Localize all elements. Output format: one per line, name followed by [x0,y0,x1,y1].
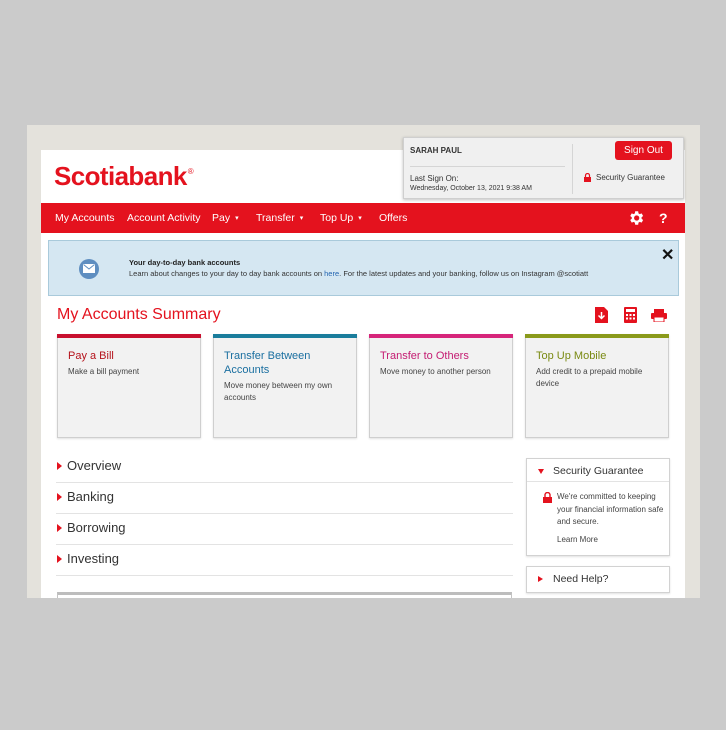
user-name: SARAH PAUL [410,146,462,155]
security-text: We're committed to keeping your financial information safe and secure. [557,492,664,526]
user-session-panel [403,137,684,199]
chevron-down-icon: ▾ [235,215,239,222]
scotiabank-logo[interactable] [54,161,193,192]
calculator-icon[interactable] [624,307,637,323]
card-description: Move money to another person [380,367,491,376]
section-investing[interactable] [56,544,513,576]
help-icon[interactable]: ? [659,210,668,226]
security-guarantee-panel [526,458,670,556]
lock-icon [543,492,552,503]
notice-banner [48,240,679,296]
notice-link[interactable]: here [324,269,340,278]
caret-right-icon [57,555,62,563]
card-description: Move money between my own accounts [224,381,333,402]
nav-label: Account Activity [127,212,201,224]
transfer-to-others-card[interactable] [369,334,513,438]
section-overview[interactable] [56,451,513,483]
page-title: My Accounts Summary [57,306,221,323]
card-description: Add credit to a prepaid mobile device [536,367,643,388]
notice-text: . For the latest updates and your banking, follow us on Instagram @scotiatt [339,269,589,278]
last-sign-on-value: Wednesday, October 13, 2021 9:38 AM [410,185,532,192]
security-guarantee-label: Security Guarantee [596,173,665,182]
card-title: Top Up Mobile [536,350,607,362]
section-label: Overview [67,458,122,473]
nav-label: Top Up [320,212,354,224]
nav-account-activity[interactable] [127,203,201,233]
last-sign-on-label: Last Sign On: [410,174,459,183]
nav-pay[interactable] [212,203,239,233]
learn-more-link[interactable]: Learn More [557,535,598,544]
section-borrowing[interactable] [56,513,513,545]
top-up-mobile-card[interactable] [525,334,669,438]
card-title: Transfer Between Accounts [224,350,311,376]
nav-label: Transfer [256,212,295,224]
gear-icon[interactable] [627,209,645,227]
section-banking[interactable] [56,482,513,514]
caret-right-icon [57,524,62,532]
caret-right-icon [57,493,62,501]
notice-title: Your day-to-day bank accounts [129,258,241,267]
account-list-panel [57,592,512,598]
nav-top-up[interactable] [320,203,362,233]
print-icon[interactable] [651,309,667,322]
nav-label: Pay [212,212,231,224]
lock-icon [584,173,591,182]
panel-title: Need Help? [553,573,609,585]
divider [410,166,565,167]
card-accent [525,334,669,338]
chevron-down-icon: ▾ [358,215,362,222]
screenshot-frame [27,125,700,598]
notice-body [129,269,588,278]
nav-my-accounts[interactable] [55,203,115,233]
card-title: Transfer to Others [380,350,469,362]
section-label: Investing [67,551,120,566]
download-icon[interactable] [595,307,608,323]
card-accent [369,334,513,338]
panel-title[interactable]: Security Guarantee [553,465,644,477]
nav-label: Offers [379,212,408,224]
pay-bill-card[interactable] [57,334,201,438]
close-icon[interactable]: ✕ [661,247,675,264]
card-description: Make a bill payment [68,367,140,376]
divider [527,481,669,482]
nav-offers[interactable] [379,203,407,233]
chevron-down-icon: ▾ [299,215,304,222]
caret-down-icon [538,469,544,474]
mail-icon [79,259,99,279]
notice-text: Learn about changes to your day to day bank accounts on [129,269,325,278]
divider [572,144,573,194]
card-accent [213,334,357,338]
security-guarantee-link[interactable] [584,173,665,182]
transfer-between-accounts-card[interactable] [213,334,357,438]
card-title: Pay a Bill [68,350,114,362]
bank-page [41,145,685,598]
logo-mark: ® [187,167,194,176]
nav-transfer[interactable] [256,203,303,233]
section-label: Banking [67,489,114,504]
caret-right-icon [57,462,62,470]
section-label: Borrowing [67,520,126,535]
caret-right-icon [538,576,543,582]
need-help-panel[interactable] [526,566,670,593]
sign-out-button[interactable]: Sign Out [615,141,672,160]
logo-text: Scotiabank [54,161,187,191]
card-accent [57,334,201,338]
main-nav [41,203,685,233]
nav-label: My Accounts [55,212,115,224]
